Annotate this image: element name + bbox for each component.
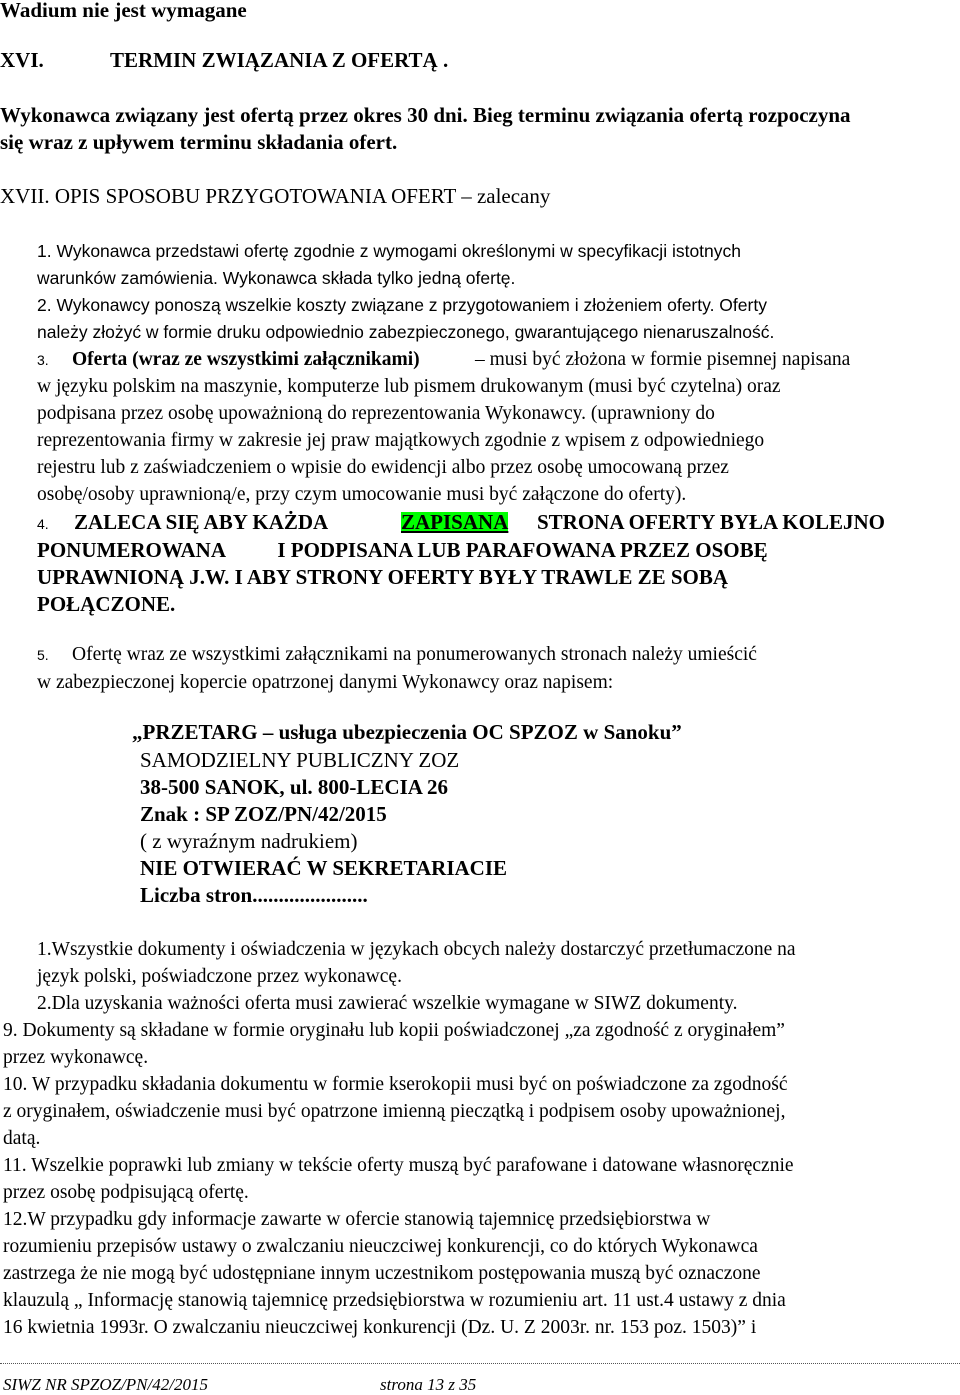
note12-line5: 16 kwietnia 1993r. O zwalczaniu nieuczciwej konkurencji (Dz. U. Z 2003r. nr. 153 poz. 1503)” i <box>3 1317 757 1338</box>
section-16-heading <box>0 48 449 72</box>
note11-line1: 11. Wszelkie poprawki lub zmiany w tekście oferty muszą być parafowane i datowane własnoręcznie <box>3 1155 794 1176</box>
p2-line1: 2. Wykonawcy ponoszą wszelkie koszty związane z przygotowaniem i złożeniem oferty. Oferty <box>37 295 767 315</box>
p3-line5: rejestru lub z zaświadczeniem o wpisie do ewidencji albo przez osobę umocowaną przez <box>37 457 729 478</box>
p3-line2: w języku polskim na maszynie, komputerze lub pismem drukowanym (musi być czytelna) oraz <box>37 376 781 397</box>
note1-line1: 1.Wszystkie dokumenty i oświadczenia w językach obcych należy dostarczyć przetłumaczone na <box>37 939 796 960</box>
note10-line1: 10. W przypadku składania dokumentu w formie kserokopii musi być on poświadczone za zgodność <box>3 1074 788 1095</box>
section-17-heading: XVII. OPIS SPOSOBU PRZYGOTOWANIA OFERT – zalecany <box>0 184 551 208</box>
envelope-line4: Znak : SP ZOZ/PN/42/2015 <box>140 802 387 826</box>
envelope-line2: SAMODZIELNY PUBLICZNY ZOZ <box>140 748 460 772</box>
note11-line2: przez osobę podpisującą ofertę. <box>3 1182 249 1203</box>
section-16-number: XVI. <box>0 48 44 72</box>
p5-text: Ofertę wraz ze wszystkimi załącznikami na ponumerowanych stronach należy umieścić <box>72 644 757 665</box>
p4-line3: UPRAWNIONĄ J.W. I ABY STRONY OFERTY BYŁY TRAWLE ZE SOBĄ <box>37 565 729 589</box>
p3-line1 <box>37 349 851 370</box>
p4-before: ZALECA SIĘ ABY KAŻDA <box>74 510 329 534</box>
note10-line2: z oryginałem, oświadczenie musi być opatrzone imienną pieczątką i podpisem osoby upoważnionej, <box>3 1101 786 1122</box>
p5-line2: w zabezpieczonej kopercie opatrzonej danymi Wykonawcy oraz napisem: <box>37 672 614 693</box>
p4-number: 4. <box>37 516 49 532</box>
p1-line1: 1. Wykonawca przedstawi ofertę zgodnie z wymogami określonymi w specyfikacji istotnych <box>37 241 742 261</box>
footer-rule <box>0 1363 960 1364</box>
section-16-title: TERMIN ZWIĄZANIA Z OFERTĄ . <box>110 48 449 72</box>
p3-bold: Oferta (wraz ze wszystkimi załącznikami) <box>72 349 420 370</box>
note1-line2: język polski, poświadczone przez wykonawcę. <box>37 966 402 987</box>
note12-line4: klauzulą „ Informację stanowią tajemnicę przedsiębiorstwa w rozumieniu art. 11 ust.4 ustawy z dnia <box>3 1290 786 1311</box>
p3-rest: – musi być złożona w formie pisemnej napisana <box>475 349 851 370</box>
footer-doc-number: SIWZ NR SPZOZ/PN/42/2015 <box>3 1375 208 1394</box>
note9-line2: przez wykonawcę. <box>3 1047 149 1068</box>
p4-after: STRONA OFERTY BYŁA KOLEJNO <box>537 510 885 534</box>
p4-highlight: ZAPISANA <box>401 510 509 534</box>
section-16-text-line2: się wraz z upływem terminu składania ofert. <box>0 130 398 154</box>
note12-line2: rozumieniu przepisów ustawy o zwalczaniu nieuczciwej konkurencji, co do których Wykonawca <box>3 1236 758 1257</box>
envelope-line5: ( z wyraźnym nadrukiem) <box>140 829 358 853</box>
envelope-line7: Liczba stron...................... <box>140 883 368 907</box>
p3-line3: podpisana przez osobę upoważnioną do reprezentowania Wykonawcy. (uprawniony do <box>37 403 715 424</box>
p4-line2: PONUMEROWANA I PODPISANA LUB PARAFOWANA PRZEZ OSOBĘ <box>37 538 768 562</box>
note10-line3: datą. <box>3 1128 41 1149</box>
p5-number: 5. <box>37 647 49 663</box>
note12-line1: 12.W przypadku gdy informacje zawarte w ofercie stanowią tajemnicę przedsiębiorstwa w <box>3 1209 711 1230</box>
p2-line2: należy złożyć w formie druku odpowiednio zabezpieczonego, gwarantującego nienaruszalność. <box>37 322 775 342</box>
p3-line6: osobę/osoby uprawnioną/e, przy czym umocowanie musi być załączone do oferty). <box>37 484 687 505</box>
envelope-line6: NIE OTWIERAĆ W SEKRETARIACIE <box>140 856 508 880</box>
top-heading: Wadium nie jest wymagane <box>0 0 247 22</box>
footer-page-number: strona 13 z 35 <box>380 1375 477 1394</box>
note9-line1: 9. Dokumenty są składane w formie oryginału lub kopii poświadczonej „za zgodność z oryginałem” <box>3 1020 785 1041</box>
p3-line4: reprezentowania firmy w zakresie jej praw majątkowych zgodnie z wpisem z odpowiedniego <box>37 430 765 451</box>
note2: 2.Dla uzyskania ważności oferta musi zawierać wszelkie wymagane w SIWZ dokumenty. <box>37 993 738 1014</box>
p4-line1 <box>37 510 885 534</box>
note12-line3: zastrzega że nie mogą być udostępniane innym uczestnikom postępowania muszą być oznaczone <box>3 1263 761 1284</box>
p1-line2: warunków zamówienia. Wykonawca składa tylko jedną ofertę. <box>37 268 516 288</box>
p5-line1 <box>37 644 757 665</box>
envelope-line1: „PRZETARG – usługa ubezpieczenia OC SPZOZ w Sanoku” <box>132 720 682 744</box>
envelope-line3: 38-500 SANOK, ul. 800-LECIA 26 <box>140 775 449 799</box>
p4-line4: POŁĄCZONE. <box>37 592 176 616</box>
p3-number: 3. <box>37 352 49 368</box>
section-16-text-line1: Wykonawca związany jest ofertą przez okres 30 dni. Bieg terminu związania ofertą rozpoczyna <box>0 103 851 127</box>
